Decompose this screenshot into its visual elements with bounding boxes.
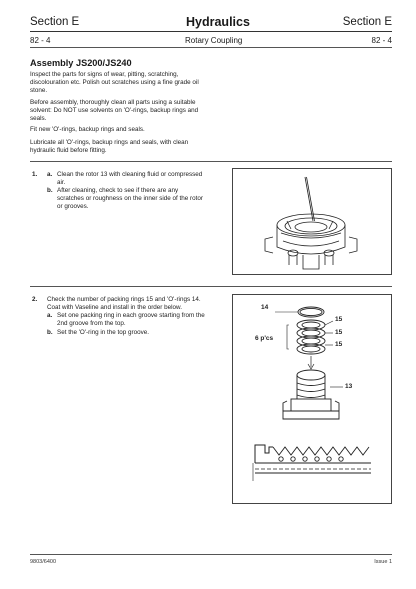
step-1a-label: a. (47, 171, 53, 178)
footer-issue: Issue 1 (374, 559, 392, 565)
text-line: Clean the rotor 13 with cleaning fluid or compressed (57, 171, 203, 178)
text-line: 2nd groove from the top. (57, 320, 126, 328)
text-line: Before assembly, thoroughly clean all parts using a suitable (30, 99, 196, 106)
step-2-number (32, 296, 37, 304)
figure-packing-rings (232, 294, 392, 504)
assembly-heading: Assembly JS200/JS240 (30, 58, 132, 68)
figure-rotor-cleaning (232, 168, 392, 275)
text-line: Fit new 'O'-rings, backup rings and seals. (30, 126, 145, 133)
text-line: solvent: Do NOT use solvents on 'O'-rings, backup rings and (30, 107, 199, 115)
step-1a-text (57, 171, 219, 187)
step-1b-label: b. (47, 187, 53, 194)
section-label-left: Section E (30, 16, 80, 28)
step-2a-text (57, 312, 227, 328)
section-divider-2 (30, 286, 392, 287)
footer-document-number: 9803/6400 (30, 559, 56, 565)
step-number: 1. (32, 171, 38, 178)
step-1b-text (57, 187, 219, 212)
step-2a-label: a. (47, 312, 53, 319)
text-line: discolouration etc. Polish out scratches using a fine grade oil (30, 79, 199, 87)
page-number-right: 82 - 4 (371, 36, 392, 45)
label-rotor-13: 13 (345, 383, 353, 390)
step-2b-text (57, 329, 227, 337)
text-line: Coat with Vaseline and install in the order below. (47, 304, 182, 312)
text-line: Check the number of packing rings 15 and 'O'-rings 14. (47, 296, 201, 303)
text-line: hydraulic fluid before fitting. (30, 147, 107, 155)
text-line: seals. (30, 115, 47, 123)
text-line: Set one packing ring in each groove starting from the (57, 312, 205, 319)
footer-rule (30, 554, 392, 555)
header-rule-bottom (30, 47, 392, 48)
label-packing-15-b: 15 (335, 329, 343, 336)
assembly-paragraph-2 (30, 99, 230, 124)
text-line: Set the 'O'-ring in the top groove. (57, 329, 150, 336)
label-packing-15-c: 15 (335, 341, 343, 348)
page-title: Hydraulics (186, 15, 250, 29)
page-subtitle: Rotary Coupling (185, 36, 243, 45)
label-packing-15-a: 15 (335, 316, 343, 323)
text-line: or grooves. (57, 203, 89, 211)
assembly-paragraph-1 (30, 71, 230, 96)
text-line: After cleaning, check to see if there are any (57, 187, 179, 194)
text-line: scratches or roughness on the inner side of the rotor (57, 195, 203, 203)
assembly-paragraph-4 (30, 139, 230, 155)
section-label-right: Section E (342, 16, 392, 28)
packing-rings-illustration (233, 295, 393, 505)
rotor-illustration (233, 169, 393, 276)
label-o-ring-14: 14 (261, 304, 269, 311)
text-line: Lubricate all 'O'-rings, backup rings and seals, with clean (30, 139, 189, 146)
step-number: 2. (32, 296, 38, 303)
step-1-number (32, 171, 37, 179)
text-line: Inspect the parts for signs of wear, pitting, scratching, (30, 71, 179, 78)
text-line: air. (57, 179, 66, 187)
step-2-intro (47, 296, 227, 312)
assembly-paragraph-3 (30, 126, 230, 134)
page-number-left: 82 - 4 (30, 36, 51, 45)
step-2b-label: b. (47, 329, 53, 336)
header-rule-top (30, 31, 392, 32)
section-divider-1 (30, 161, 392, 162)
label-six-pieces: 6 p'cs (255, 335, 274, 342)
text-line: stone. (30, 87, 48, 95)
